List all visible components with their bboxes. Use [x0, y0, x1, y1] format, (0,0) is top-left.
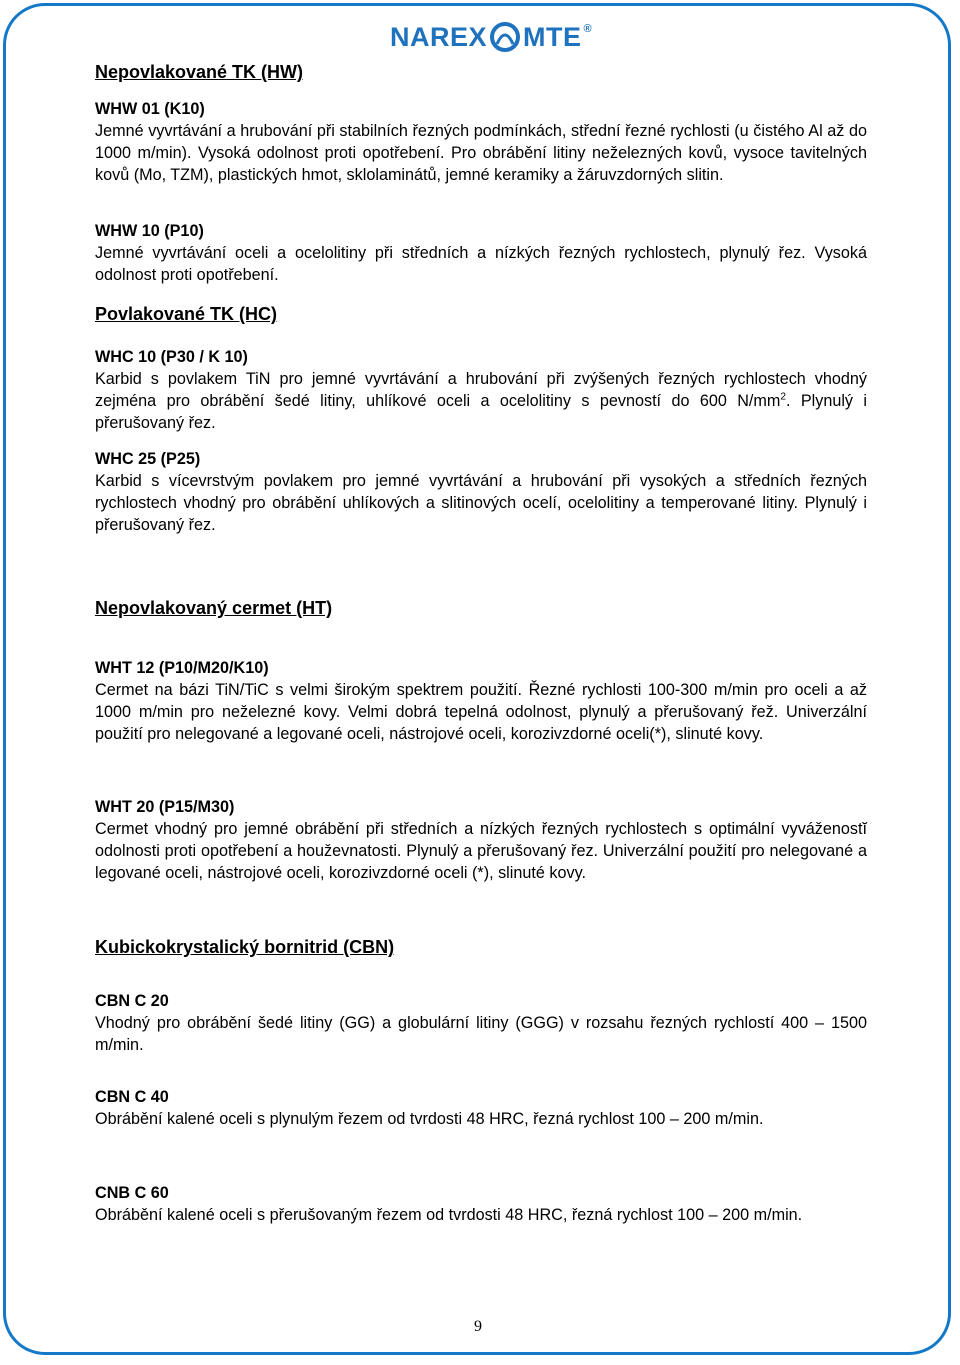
item-text: Karbid s vícevrstvým povlakem pro jemné vyvrtávání a hrubování při vysokých a středních řezných rychlostech vhodný pro obrábění uhlíkových a slitinových ocelí, ocelolitiny a temperované litiny. Plynulý i přerušovaný řez. [95, 472, 867, 534]
section-heading: Nepovlakované TK (HW) [95, 62, 304, 82]
item-title: WHW 10 (P10) [95, 222, 204, 240]
item-text: Obrábění kalené oceli s přerušovaným řezem od tvrdosti 48 HRC, řezná rychlost 100 – 200 m/min. [95, 1206, 803, 1224]
item-title: WHC 10 (P30 / K 10) [95, 348, 248, 366]
item-title: CNB C 60 [95, 1184, 169, 1202]
logo-mark-icon [488, 22, 522, 52]
item-title: WHT 20 (P15/M30) [95, 798, 235, 816]
item-title: WHC 25 (P25) [95, 450, 201, 468]
logo-text-right: MTE [523, 21, 582, 52]
page-number: 9 [474, 1318, 482, 1335]
item-whw10 [95, 220, 867, 286]
section-cermet-ht [95, 596, 867, 620]
item-title: CBN C 40 [95, 1088, 169, 1106]
section-uncoated-hw [95, 60, 867, 84]
item-title: WHW 01 (K10) [95, 100, 205, 118]
item-text: Cermet vhodný pro jemné obrábění při středních a nízkých řezných rychlostech s optimální vyváženostĭ odolnosti proti opotřebení a houževnatosti. Plynulý a přerušovaný řez. Univerzální použití pro nelegované a legované oceli, nástrojové oceli, korozivzdorné oceli (*), slinuté kovy. [95, 820, 867, 882]
narex-mte-logo [390, 17, 592, 57]
item-whc25 [95, 448, 867, 536]
item-wht12 [95, 657, 867, 745]
item-text: Vhodný pro obrábění šedé litiny (GG) a globulární litiny (GGG) v rozsahu řezných rychlostí 400 – 1500 m/min. [95, 1014, 867, 1054]
item-text: Jemné vyvrtávání a hrubování při stabilních řezných podmínkách, střední řezné rychlosti (u čistého Al až do 1000 m/min). Vysoká odolnost proti opotřebení. Pro obrábění litiny neželezných kovů, vysoce tavitelných kovů (Mo, TZM), plastických hmot, sklolaminátů, jemné keramiky a žáruvzdorných slitin. [95, 122, 867, 184]
registered-mark: ® [583, 23, 593, 35]
item-whw01 [95, 98, 867, 186]
item-text: Obrábění kalené oceli s plynulým řezem od tvrdosti 48 HRC, řezná rychlost 100 – 200 m/min. [95, 1110, 764, 1128]
section-heading: Nepovlakovaný cermet (HT) [95, 598, 333, 618]
item-cnb-c60 [95, 1182, 867, 1226]
section-coated-hc [95, 302, 867, 326]
section-heading: Kubickokrystalický bornitrid (CBN) [95, 937, 395, 957]
section-heading: Povlakované TK (HC) [95, 304, 278, 324]
item-cbn-c20 [95, 990, 867, 1056]
item-title: CBN C 20 [95, 992, 169, 1010]
logo-text-left: NAREX [390, 21, 488, 52]
item-text: Jemné vyvrtávání oceli a ocelolitiny při středních a nízkých řezných rychlostech, plynulý řez. Vysoká odolnost proti opotřebení. [95, 244, 867, 284]
section-cbn [95, 935, 867, 959]
item-text: Cermet na bázi TiN/TiC s velmi širokým spektrem použití. Řezné rychlosti 100-300 m/min pro oceli a až 1000 m/min pro neželezné kovy. Velmi dobrá tepelná odolnost, plynulý a přerušovaný řež. Univerzální použití pro nelegované a legované oceli, nástrojové oceli, korozivzdorné oceli(*), slinuté kovy. [95, 681, 867, 743]
item-text: Karbid s povlakem TiN pro jemné vyvrtávání a hrubování při zvýšených řezných rychlostech vhodný zejména pro obrábění šedé litiny, uhlíkové oceli a ocelolitiny s pevností do 600 $N/mm^2$. Plynulý i přerušovaný řez. [95, 370, 867, 432]
item-title: WHT 12 (P10/M20/K10) [95, 659, 269, 677]
item-whc10 [95, 346, 867, 434]
item-wht20 [95, 796, 867, 884]
item-cbn-c40 [95, 1086, 867, 1130]
